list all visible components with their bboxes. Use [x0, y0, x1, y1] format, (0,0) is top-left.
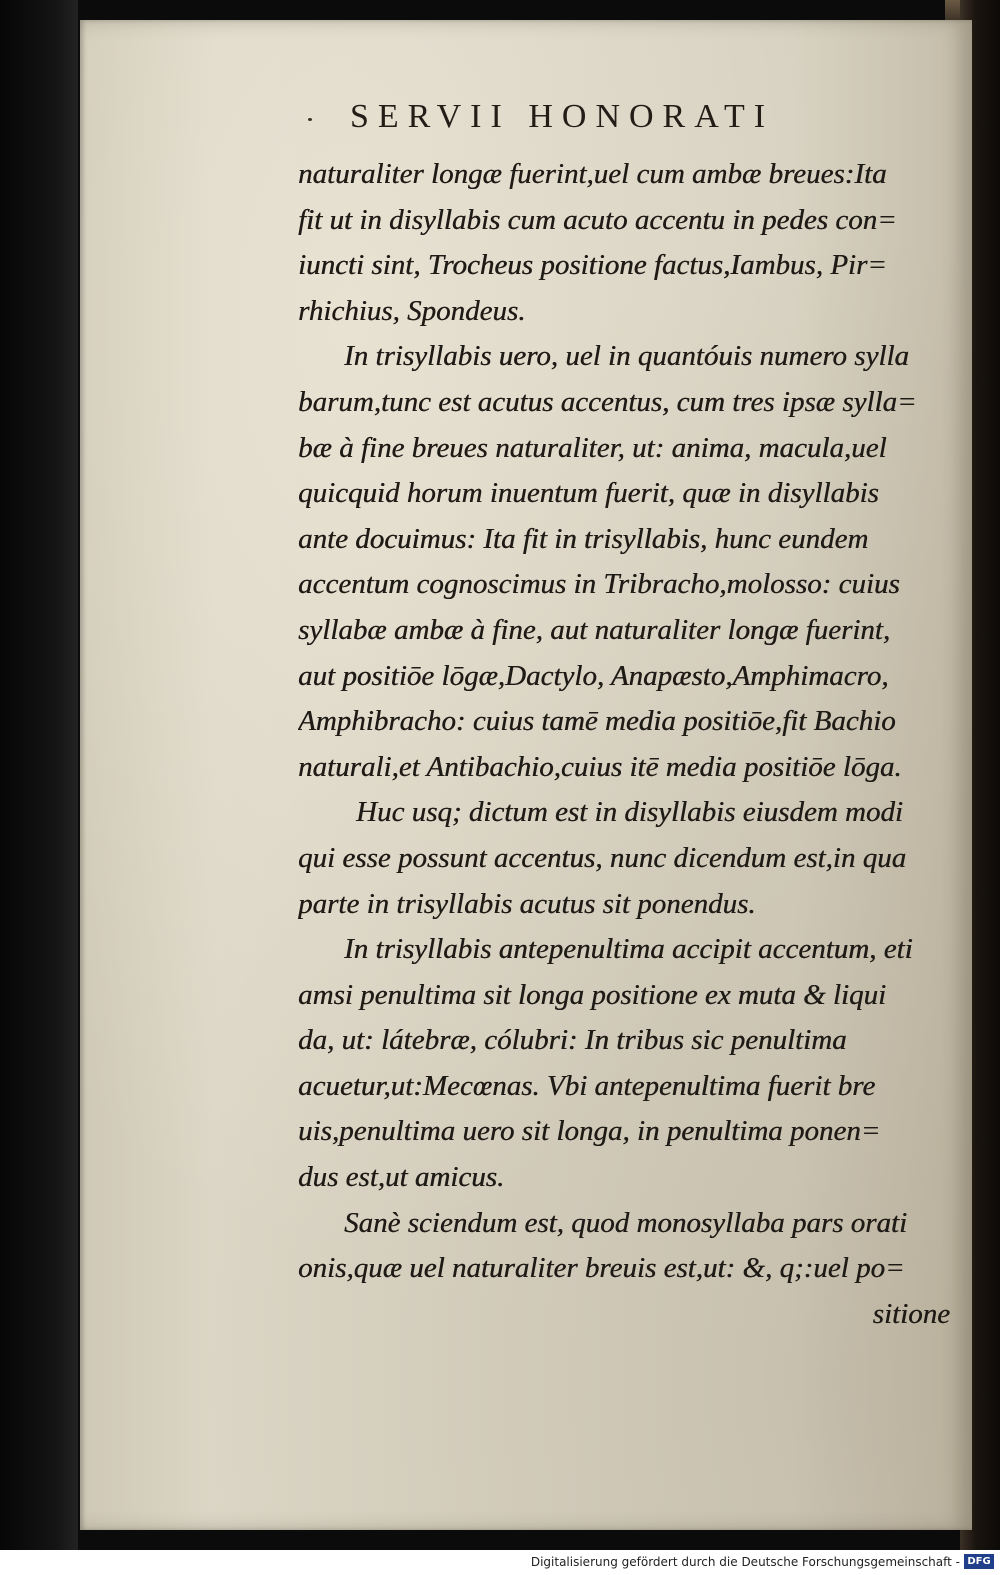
text-line: syllabæ ambæ à fine, aut naturaliter longæ fuerint, [298, 613, 891, 646]
text-line: aut positiōe lōgæ,Dactylo, Anapæsto,Amphimacro, [298, 659, 889, 692]
digitization-footer [0, 1550, 1000, 1575]
scan-background-left [0, 0, 78, 1560]
dfg-logo: DFG [964, 1554, 994, 1569]
funding-credit: Digitalisierung gefördert durch die Deutsche Forschungsgemeinschaft - [530, 1555, 960, 1569]
ink-speck [308, 118, 312, 121]
text-line: acuetur,ut:Mecœnas. Vbi antepenultima fuerit bre [298, 1069, 876, 1102]
text-line: uis,penultima uero sit longa, in penultima ponen= [298, 1115, 881, 1148]
text-line: rhichius, Spondeus. [298, 294, 526, 327]
paragraph-start-line: In trisyllabis antepenultima accipit accentum, eti [344, 933, 913, 966]
paragraph-start-line: Sanè sciendum est, quod monosyllaba pars orati [344, 1206, 908, 1239]
text-line: accentum cognoscimus in Tribracho,molosso: cuius [298, 568, 900, 601]
text-line: Amphibracho: cuius tamē media positiōe,fit Bachio [298, 705, 896, 738]
catchword: sitione [872, 1297, 950, 1330]
text-line: naturali,et Antibachio,cuius itē media positiōe lōga. [298, 750, 902, 783]
text-line: parte in trisyllabis acutus sit ponendus. [298, 887, 756, 920]
running-head: SERVII HONORATI [350, 98, 775, 135]
text-line: onis,quæ uel naturaliter breuis est,ut: &, q;:uel po= [298, 1252, 905, 1285]
text-line: dus est,ut amicus. [298, 1161, 505, 1194]
text-line: ante docuimus: Ita fit in trisyllabis, hunc eundem [298, 522, 869, 555]
text-line: da, ut: látebræ, cólubri: In tribus sic penultima [298, 1024, 847, 1057]
text-line: barum,tunc est acutus accentus, cum tres ipsæ sylla= [298, 385, 917, 418]
text-line: fit ut in disyllabis cum acuto accentu in pedes con= [298, 203, 897, 236]
text-line: amsi penultima sit longa positione ex muta & liqui [298, 978, 887, 1011]
text-line: quicquid horum inuentum fuerit, quæ in disyllabis [298, 477, 879, 510]
text-line: iuncti sint, Trocheus positione factus,Iambus, Pir= [298, 249, 887, 282]
page-text [298, 152, 950, 1337]
text-line: bæ à fine breues naturaliter, ut: anima, macula,uel [298, 431, 887, 464]
text-line: naturaliter longæ fuerint,uel cum ambæ breues:Ita [298, 158, 887, 190]
paragraph-start-line: In trisyllabis uero, uel in quantóuis numero sylla [344, 340, 909, 373]
text-line: qui esse possunt accentus, nunc dicendum est,in qua [298, 841, 907, 874]
paragraph-start-line: Huc usq; dictum est in disyllabis eiusdem modi [356, 796, 903, 829]
